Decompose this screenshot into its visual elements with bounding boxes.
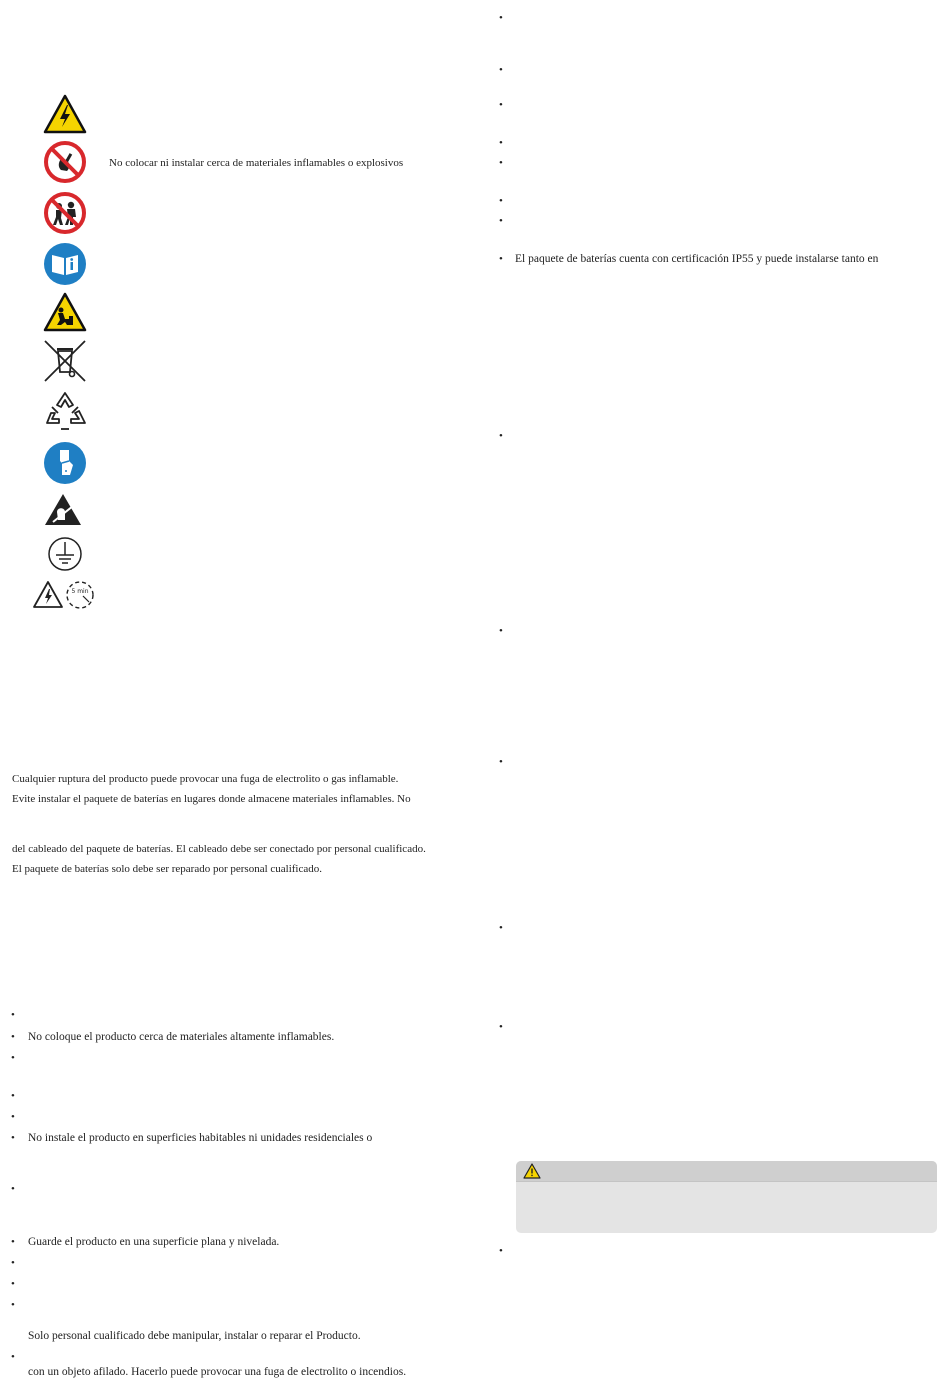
paragraph-line-3: del cableado del paquete de baterías. El cableado debe ser conectado por personal cualificado. [12, 843, 426, 855]
timer-label: 5 min [71, 588, 89, 595]
bullet-marker: • [11, 1090, 15, 1102]
bullet-marker: • [11, 1031, 15, 1043]
bullet-marker: • [11, 1236, 15, 1248]
bullet-marker: • [11, 1278, 15, 1290]
paragraph-line-4: El paquete de baterías solo debe ser reparado por personal cualificado. [12, 863, 323, 875]
bullet-marker: • [499, 215, 503, 227]
bullet-marker: • [499, 157, 503, 169]
bullet-marker: • [499, 1021, 503, 1033]
no-flammable-icon [43, 140, 87, 189]
discharge-time-icon [33, 580, 97, 615]
bullet-text-level-surface: Guarde el producto en una superficie plana y nivelada. [28, 1236, 280, 1248]
read-manual-icon [43, 242, 87, 291]
bullet-marker: • [11, 1299, 15, 1311]
recycle-icon [43, 389, 87, 438]
bullet-continuation-sharp: con un objeto afilado. Hacerlo puede provocar una fuga de electrolito o incendios. [28, 1366, 407, 1378]
warning-icon [523, 1163, 541, 1179]
bullet-marker: • [499, 99, 503, 111]
paragraph-line-2: Evite instalar el paquete de baterías en lugares donde almacene materiales inflamables. No [12, 793, 411, 805]
bullet-marker: • [11, 1257, 15, 1269]
bullet-text-residential: No instale el producto en superficies habitables ni unidades residenciales o [28, 1132, 373, 1144]
bullet-marker: • [11, 1351, 15, 1363]
bullet-marker: • [499, 430, 503, 442]
bullet-text-ip55: El paquete de baterías cuenta con certificación IP55 y puede instalarse tanto en [515, 253, 879, 265]
bullet-marker: • [11, 1183, 15, 1195]
high-voltage-icon [43, 94, 87, 139]
esd-icon [43, 492, 83, 533]
paragraph-line-1: Cualquier ruptura del producto puede provocar una fuga de electrolito o gas inflamable. [12, 773, 399, 785]
bullet-marker: • [499, 12, 503, 24]
warning-box [516, 1161, 937, 1233]
bullet-text-flammable: No coloque el producto cerca de materiales altamente inflamables. [28, 1031, 335, 1043]
keep-away-children-icon [43, 191, 87, 240]
weee-disposal-icon [43, 339, 87, 388]
heavy-lifting-icon [43, 292, 87, 337]
bullet-marker: • [499, 195, 503, 207]
bullet-continuation-qualified: Solo personal cualificado debe manipular, instalar o reparar el Producto. [28, 1330, 361, 1342]
bullet-marker: • [499, 64, 503, 76]
bullet-marker: • [11, 1009, 15, 1021]
bullet-marker: • [499, 922, 503, 934]
bullet-marker: • [499, 1245, 503, 1257]
bullet-marker: • [499, 625, 503, 637]
bullet-marker: • [11, 1132, 15, 1144]
ground-icon [47, 536, 83, 577]
bullet-marker: • [499, 756, 503, 768]
bullet-marker: • [11, 1111, 15, 1123]
flammable-warning-text: No colocar ni instalar cerca de materiales inflamables o explosivos [109, 157, 404, 169]
bullet-marker: • [11, 1052, 15, 1064]
bullet-marker: • [499, 253, 503, 265]
wear-gloves-icon [43, 441, 87, 490]
bullet-marker: • [499, 137, 503, 149]
warning-box-header [516, 1161, 937, 1182]
